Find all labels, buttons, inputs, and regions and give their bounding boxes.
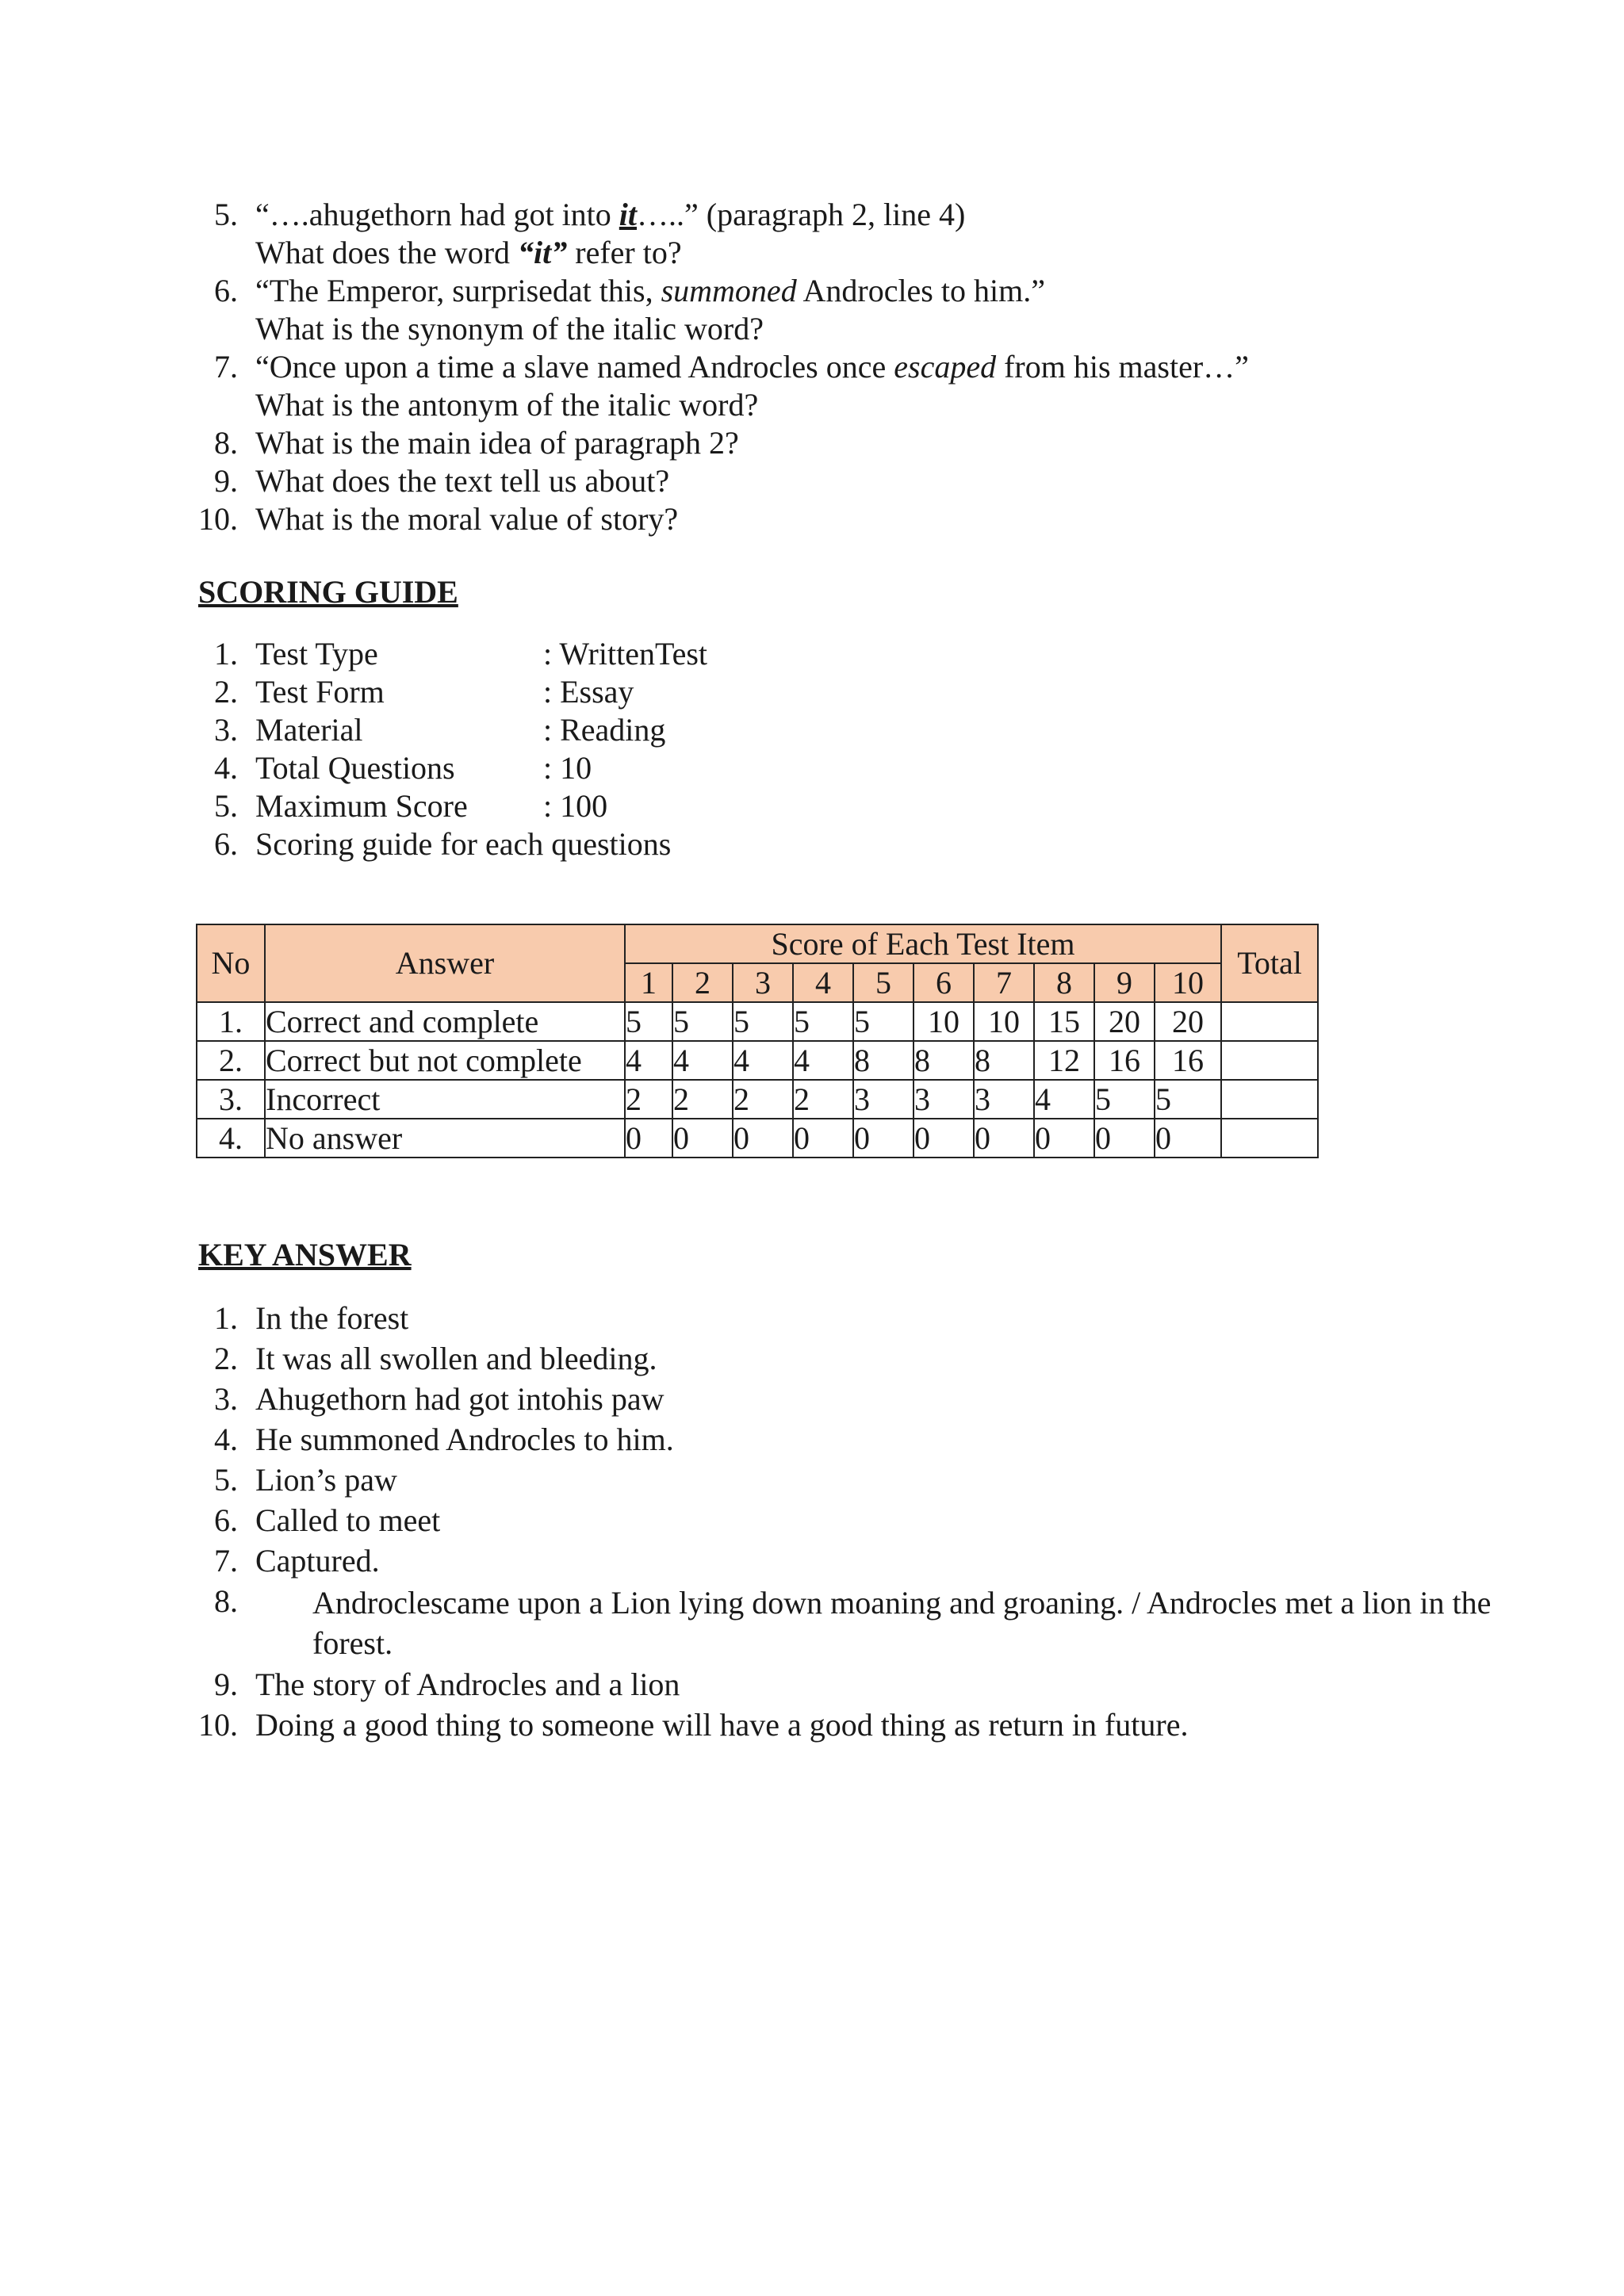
question-text: “Once upon a time a slave named Androcles once: [255, 349, 894, 385]
question-text: from his master…”: [996, 349, 1249, 385]
key-answer-item: [198, 1380, 1497, 1418]
score-cell: 2: [733, 1080, 793, 1119]
item-number: 8.: [214, 1583, 238, 1619]
item-key: Maximum Score: [255, 788, 468, 824]
item-number: 2.: [214, 1341, 238, 1376]
question-text: What does the text tell us about?: [255, 463, 670, 499]
score-cell: 5: [672, 1002, 733, 1041]
answer-text: Captured.: [255, 1543, 380, 1578]
item-number: 7.: [214, 1543, 238, 1578]
question-number: 9.: [214, 463, 238, 499]
item-number-header: 7: [974, 963, 1034, 1002]
key-answer-item: [198, 1542, 1497, 1580]
item-number: 4.: [214, 750, 238, 786]
row-no: 2.: [197, 1041, 265, 1080]
item-key: Total Questions: [255, 750, 455, 786]
table-row: [197, 1080, 1318, 1119]
question-item: [198, 196, 1497, 234]
item-number: 6.: [214, 1502, 238, 1538]
key-answer-item: [198, 1582, 1497, 1663]
score-cell: 15: [1034, 1002, 1094, 1041]
score-cell: 0: [672, 1119, 733, 1158]
item-key: Test Form: [255, 674, 385, 710]
key-answer-item: [198, 1340, 1497, 1378]
item-number-header: 1: [625, 963, 672, 1002]
question-emphasis: “it”: [518, 235, 568, 270]
item-number: 10.: [198, 1707, 238, 1743]
item-key: Scoring guide for each questions: [255, 826, 672, 862]
total-cell: [1221, 1080, 1318, 1119]
answer-text: In the forest: [255, 1300, 409, 1336]
key-answer-item: [198, 1666, 1497, 1704]
question-text: Androcles to him.”: [796, 273, 1045, 308]
score-cell: 20: [1094, 1002, 1155, 1041]
score-cell: 2: [793, 1080, 853, 1119]
answer-text: Ahugethorn had got intohis paw: [255, 1381, 665, 1417]
score-cell: 8: [974, 1041, 1034, 1080]
question-text: What is the antonym of the italic word?: [255, 387, 759, 423]
item-number: 3.: [214, 712, 238, 748]
row-no: 1.: [197, 1002, 265, 1041]
total-cell: [1221, 1119, 1318, 1158]
row-answer: Incorrect: [265, 1080, 625, 1119]
question-emphasis: it: [619, 197, 638, 232]
key-answer-item: [198, 1706, 1497, 1744]
answer-text: The story of Androcles and a lion: [255, 1667, 680, 1702]
question-item: [198, 462, 1497, 500]
score-cell: 5: [793, 1002, 853, 1041]
question-number: 6.: [214, 273, 238, 308]
scoring-guide-item: [198, 749, 1497, 787]
score-cell: 8: [914, 1041, 974, 1080]
score-cell: 3: [853, 1080, 914, 1119]
item-number: 4.: [214, 1422, 238, 1457]
score-cell: 10: [914, 1002, 974, 1041]
score-cell: 4: [625, 1041, 672, 1080]
item-key: Material: [255, 712, 363, 748]
scoring-guide-item: [198, 825, 1497, 863]
score-cell: 2: [672, 1080, 733, 1119]
score-cell: 5: [625, 1002, 672, 1041]
score-cell: 8: [853, 1041, 914, 1080]
item-number: 5.: [214, 1462, 238, 1498]
question-text: refer to?: [567, 235, 682, 270]
row-answer: Correct but not complete: [265, 1041, 625, 1080]
table-row: [197, 1119, 1318, 1158]
scoring-guide-item: [198, 787, 1497, 825]
answer-text: Doing a good thing to someone will have a good thing as return in future.: [255, 1707, 1189, 1743]
answer-text: Androclescame upon a Lion lying down moaning and groaning. / Androcles met a lion in the forest.: [312, 1585, 1492, 1661]
item-value: : 100: [543, 788, 608, 824]
row-answer: Correct and complete: [265, 1002, 625, 1041]
question-item: [198, 348, 1497, 386]
score-cell: 12: [1034, 1041, 1094, 1080]
key-answer-item: [198, 1461, 1497, 1499]
key-answer-item: [198, 1502, 1497, 1540]
score-cell: 0: [733, 1119, 793, 1158]
item-value: : Reading: [543, 712, 666, 748]
question-text: What is the main idea of paragraph 2?: [255, 425, 739, 461]
score-cell: 4: [672, 1041, 733, 1080]
score-cell: 5: [1094, 1080, 1155, 1119]
item-number-header: 6: [914, 963, 974, 1002]
total-cell: [1221, 1002, 1318, 1041]
score-table: [196, 924, 1319, 1158]
key-answer-item: [198, 1299, 1497, 1337]
score-cell: 4: [793, 1041, 853, 1080]
question-number: 10.: [198, 501, 238, 537]
header-answer: Answer: [265, 924, 625, 1002]
answer-text: He summoned Androcles to him.: [255, 1422, 674, 1457]
score-cell: 16: [1155, 1041, 1221, 1080]
score-cell: 5: [733, 1002, 793, 1041]
question-number: 7.: [214, 349, 238, 385]
item-number-header: 2: [672, 963, 733, 1002]
row-no: 3.: [197, 1080, 265, 1119]
score-cell: 3: [914, 1080, 974, 1119]
score-cell: 0: [853, 1119, 914, 1158]
item-value: : WrittenTest: [543, 636, 708, 672]
question-list: [198, 196, 1497, 538]
scoring-guide-heading: SCORING GUIDE: [198, 574, 458, 610]
question-text: What is the synonym of the italic word?: [255, 311, 764, 346]
question-item: [198, 272, 1497, 310]
question-number: 5.: [214, 197, 238, 232]
score-cell: 0: [914, 1119, 974, 1158]
score-cell: 4: [733, 1041, 793, 1080]
item-number-header: 5: [853, 963, 914, 1002]
answer-text: Lion’s paw: [255, 1462, 397, 1498]
scoring-guide-item: [198, 673, 1497, 711]
key-answer-list: [198, 1299, 1497, 1744]
table-row: [197, 1002, 1318, 1041]
question-emphasis: summoned: [661, 273, 797, 308]
item-number-header: 9: [1094, 963, 1155, 1002]
question-number: 8.: [214, 425, 238, 461]
item-number: 2.: [214, 674, 238, 710]
header-no: No: [197, 924, 265, 1002]
score-cell: 0: [625, 1119, 672, 1158]
scoring-guide-item: [198, 635, 1497, 673]
item-number: 9.: [214, 1667, 238, 1702]
score-cell: 3: [974, 1080, 1034, 1119]
question-item: [198, 500, 1497, 538]
question-item: [198, 424, 1497, 462]
question-text: “The Emperor, surprisedat this,: [255, 273, 661, 308]
question-emphasis: escaped: [894, 349, 997, 385]
score-cell: 0: [793, 1119, 853, 1158]
score-cell: 0: [1034, 1119, 1094, 1158]
item-value: : Essay: [543, 674, 634, 710]
header-total: Total: [1221, 924, 1318, 1002]
question-text: What does the word: [255, 235, 519, 270]
score-cell: 0: [1155, 1119, 1221, 1158]
score-cell: 16: [1094, 1041, 1155, 1080]
question-text: What is the moral value of story?: [255, 501, 679, 537]
scoring-guide-item: [198, 711, 1497, 749]
item-key: Test Type: [255, 636, 378, 672]
question-text: “….ahugethorn had got into: [255, 197, 619, 232]
item-number: 6.: [214, 826, 238, 862]
total-cell: [1221, 1041, 1318, 1080]
item-number-header: 3: [733, 963, 793, 1002]
key-answer-item: [198, 1421, 1497, 1459]
answer-text: It was all swollen and bleeding.: [255, 1341, 657, 1376]
table-row: [197, 1041, 1318, 1080]
answer-text: Called to meet: [255, 1502, 441, 1538]
question-subline: [198, 234, 1497, 272]
score-cell: 4: [1034, 1080, 1094, 1119]
header-score-items: Score of Each Test Item: [625, 924, 1221, 963]
item-number: 1.: [214, 1300, 238, 1336]
row-no: 4.: [197, 1119, 265, 1158]
question-subline: [198, 386, 1497, 424]
item-number: 3.: [214, 1381, 238, 1417]
score-cell: 0: [974, 1119, 1034, 1158]
score-cell: 5: [1155, 1080, 1221, 1119]
item-number: 5.: [214, 788, 238, 824]
score-cell: 5: [853, 1002, 914, 1041]
question-subline: [198, 310, 1497, 348]
scoring-guide-list: [198, 635, 1497, 863]
item-number-header: 8: [1034, 963, 1094, 1002]
item-number-header: 4: [793, 963, 853, 1002]
item-number: 1.: [214, 636, 238, 672]
score-cell: 20: [1155, 1002, 1221, 1041]
row-answer: No answer: [265, 1119, 625, 1158]
item-number-header: 10: [1155, 963, 1221, 1002]
score-cell: 10: [974, 1002, 1034, 1041]
question-text: …..” (paragraph 2, line 4): [637, 197, 966, 232]
item-value: : 10: [543, 750, 592, 786]
score-cell: 0: [1094, 1119, 1155, 1158]
key-answer-heading: KEY ANSWER: [198, 1237, 412, 1272]
score-cell: 2: [625, 1080, 672, 1119]
